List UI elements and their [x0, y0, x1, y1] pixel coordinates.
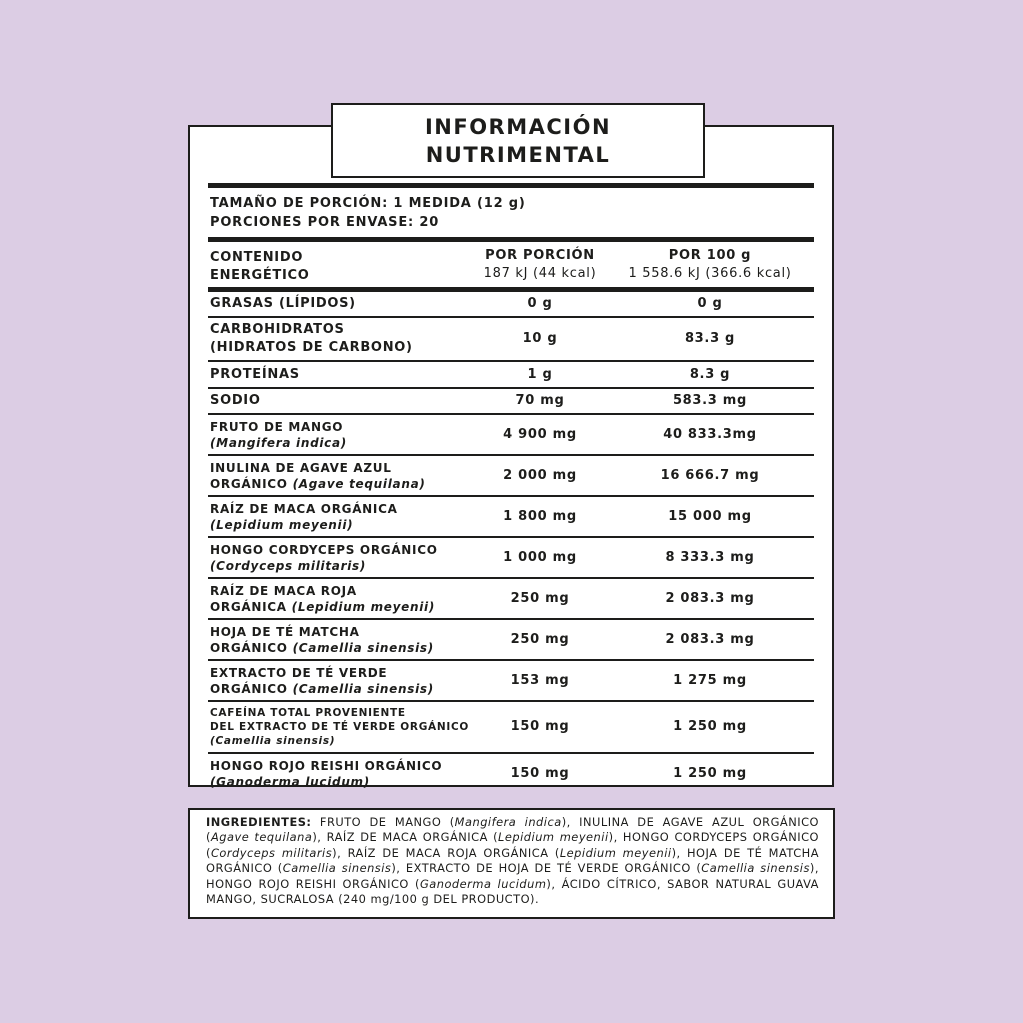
title-line-1: INFORMACIÓN	[424, 114, 612, 139]
ingredient-portion: 2 000 mg	[503, 467, 577, 483]
ingredients-label: INGREDIENTES:	[206, 815, 312, 829]
ingredient-scientific-name: (Agave tequilana)	[292, 476, 426, 491]
nutrient-label: GRASAS (LÍPIDOS)	[210, 296, 356, 311]
ingredients-text: ), RAÍZ DE MACA ROJA ORGÁNICA (	[332, 845, 560, 860]
ingredients-text: ), HONGO ROJO REISHI ORGÁNICO (	[206, 861, 819, 891]
ingredient-100g: 15 000 mg	[668, 508, 752, 524]
ingredients-sci: Lepidium meyenii	[559, 845, 672, 860]
ingredients-text: ), EXTRACTO DE HOJA DE TÉ VERDE ORGÁNICO (	[391, 861, 702, 876]
ingredient-row	[208, 661, 814, 700]
ingredient-name-cont: ORGÁNICO	[210, 681, 288, 696]
ingredient-name: HOJA DE TÉ MATCHA	[210, 624, 360, 639]
ingredient-portion: 4 900 mg	[503, 426, 577, 442]
ingredient-portion: 250 mg	[510, 631, 570, 647]
ingredients-sci: Ganoderma lucidum	[419, 876, 547, 891]
nutrient-row	[208, 362, 814, 387]
ingredient-row	[208, 538, 814, 577]
ingredient-100g: 40 833.3mg	[663, 426, 757, 442]
nutrient-100g: 83.3 g	[684, 331, 736, 346]
ingredient-name: RAÍZ DE MACA ORGÁNICA	[210, 501, 398, 516]
ingredient-name: RAÍZ DE MACA ROJA	[210, 583, 357, 598]
nutrition-table	[208, 183, 814, 793]
ingredient-name: CAFEÍNA TOTAL PROVENIENTE	[210, 707, 406, 719]
energy-label-2: ENERGÉTICO	[210, 267, 310, 283]
energy-100g-value: 1 558.6 kJ (366.6 kcal)	[628, 265, 792, 281]
ingredient-scientific-name: (Camellia sinensis)	[292, 681, 434, 696]
ingredient-100g: 2 083.3 mg	[665, 631, 755, 647]
ingredient-portion: 153 mg	[510, 672, 570, 688]
nutrient-portion: 10 g	[522, 331, 558, 346]
energy-portion-value: 187 kJ (44 kcal)	[483, 265, 597, 281]
col-header-portion: POR PORCIÓN	[485, 247, 595, 263]
nutrient-label: SODIO	[210, 393, 261, 408]
nutrient-row	[208, 318, 814, 360]
nutrient-label: PROTEÍNAS	[210, 366, 300, 382]
ingredient-name-cont: ORGÁNICO	[210, 640, 288, 655]
serving-info	[208, 188, 814, 237]
ingredient-row	[208, 754, 814, 793]
ingredient-portion: 1 000 mg	[503, 549, 577, 565]
ingredients-sci: Mangifera indica	[454, 815, 562, 829]
ingredient-row	[208, 497, 814, 536]
ingredient-row	[208, 579, 814, 618]
ingredient-100g: 1 250 mg	[673, 719, 747, 734]
ingredients-box	[188, 808, 835, 919]
ingredient-portion: 150 mg	[510, 719, 570, 734]
ingredient-100g: 1 275 mg	[673, 672, 747, 688]
ingredient-portion: 1 800 mg	[503, 508, 577, 524]
ingredient-row	[208, 702, 814, 752]
energy-label-1: CONTENIDO	[210, 249, 304, 265]
ingredient-scientific-name: (Lepidium meyenii)	[210, 517, 354, 532]
nutrient-portion: 70 mg	[515, 393, 565, 408]
ingredient-name-cont: ORGÁNICO	[210, 476, 288, 491]
ingredient-name: EXTRACTO DE TÉ VERDE	[210, 665, 388, 680]
col-header-100g: POR 100 g	[668, 247, 752, 263]
nutrient-portion: 0 g	[527, 296, 553, 311]
ingredient-name: HONGO CORDYCEPS ORGÁNICO	[210, 542, 438, 557]
ingredient-100g: 1 250 mg	[673, 765, 747, 781]
energy-row	[208, 242, 814, 287]
ingredients-sci: Agave tequilana	[210, 830, 313, 845]
ingredients-text: ), RAÍZ DE MACA ORGÁNICA (	[312, 830, 499, 845]
title-line-2: NUTRIMENTAL	[425, 142, 611, 167]
ingredient-portion: 150 mg	[510, 765, 570, 781]
ingredients-text: ), HONGO CORDYCEPS ORGÁNICO (	[206, 830, 820, 860]
nutrient-portion: 1 g	[527, 366, 553, 382]
nutrient-row	[208, 292, 814, 316]
ingredient-row	[208, 620, 814, 659]
ingredient-portion: 250 mg	[510, 590, 570, 606]
ingredients-text: ), ÁCIDO CÍTRICO, SABOR NATURAL GUAVA MANGO, SUCRALOSA (240 mg/100 g DEL PRODUCTO).	[206, 876, 819, 907]
ingredient-name-cont: ORGÁNICA	[210, 599, 287, 614]
ingredient-row	[208, 456, 814, 495]
ingredient-100g: 8 333.3 mg	[665, 549, 755, 565]
nutrient-100g: 583.3 mg	[672, 393, 748, 408]
nutrition-title	[331, 103, 705, 178]
ingredient-scientific-name: (Camellia sinensis)	[210, 735, 336, 747]
ingredient-scientific-name: (Cordyceps militaris)	[210, 558, 367, 573]
nutrient-100g: 0 g	[697, 296, 723, 311]
ingredients-text: FRUTO DE MANGO (	[311, 815, 455, 829]
ingredients-text: ), HOJA DE TÉ MATCHA ORGÁNICO (	[206, 845, 820, 876]
nutrient-label-sub: (HIDRATOS DE CARBONO)	[210, 340, 413, 355]
ingredient-scientific-name: (Lepidium meyenii)	[291, 599, 436, 614]
ingredients-sci: Cordyceps militaris	[210, 845, 333, 860]
ingredients-sci: Camellia sinensis	[701, 861, 810, 876]
ingredient-name-cont: DEL EXTRACTO DE TÉ VERDE ORGÁNICO	[210, 721, 469, 733]
ingredient-scientific-name: (Camellia sinensis)	[292, 640, 434, 655]
ingredient-name: FRUTO DE MANGO	[210, 419, 344, 434]
nutrient-100g: 8.3 g	[689, 366, 731, 382]
ingredient-name: HONGO ROJO REISHI ORGÁNICO	[210, 758, 443, 773]
nutrient-label: CARBOHIDRATOS	[210, 322, 345, 337]
ingredient-100g: 2 083.3 mg	[665, 590, 755, 606]
serving-size: TAMAÑO DE PORCIÓN: 1 MEDIDA (12 g)	[210, 196, 526, 211]
ingredient-row	[208, 415, 814, 454]
ingredients-sci: Lepidium meyenii	[498, 830, 609, 845]
ingredients-text: ), INULINA DE AGAVE AZUL ORGÁNICO (	[206, 815, 820, 845]
ingredient-name: INULINA DE AGAVE AZUL	[210, 460, 392, 475]
nutrient-row	[208, 389, 814, 413]
ingredient-scientific-name: (Ganoderma lucidum)	[210, 774, 370, 789]
ingredient-100g: 16 666.7 mg	[660, 467, 760, 483]
servings-per-container: PORCIONES POR ENVASE: 20	[210, 215, 440, 230]
ingredient-scientific-name: (Mangifera indica)	[210, 435, 347, 450]
ingredients-sci: Camellia sinensis	[282, 861, 392, 876]
